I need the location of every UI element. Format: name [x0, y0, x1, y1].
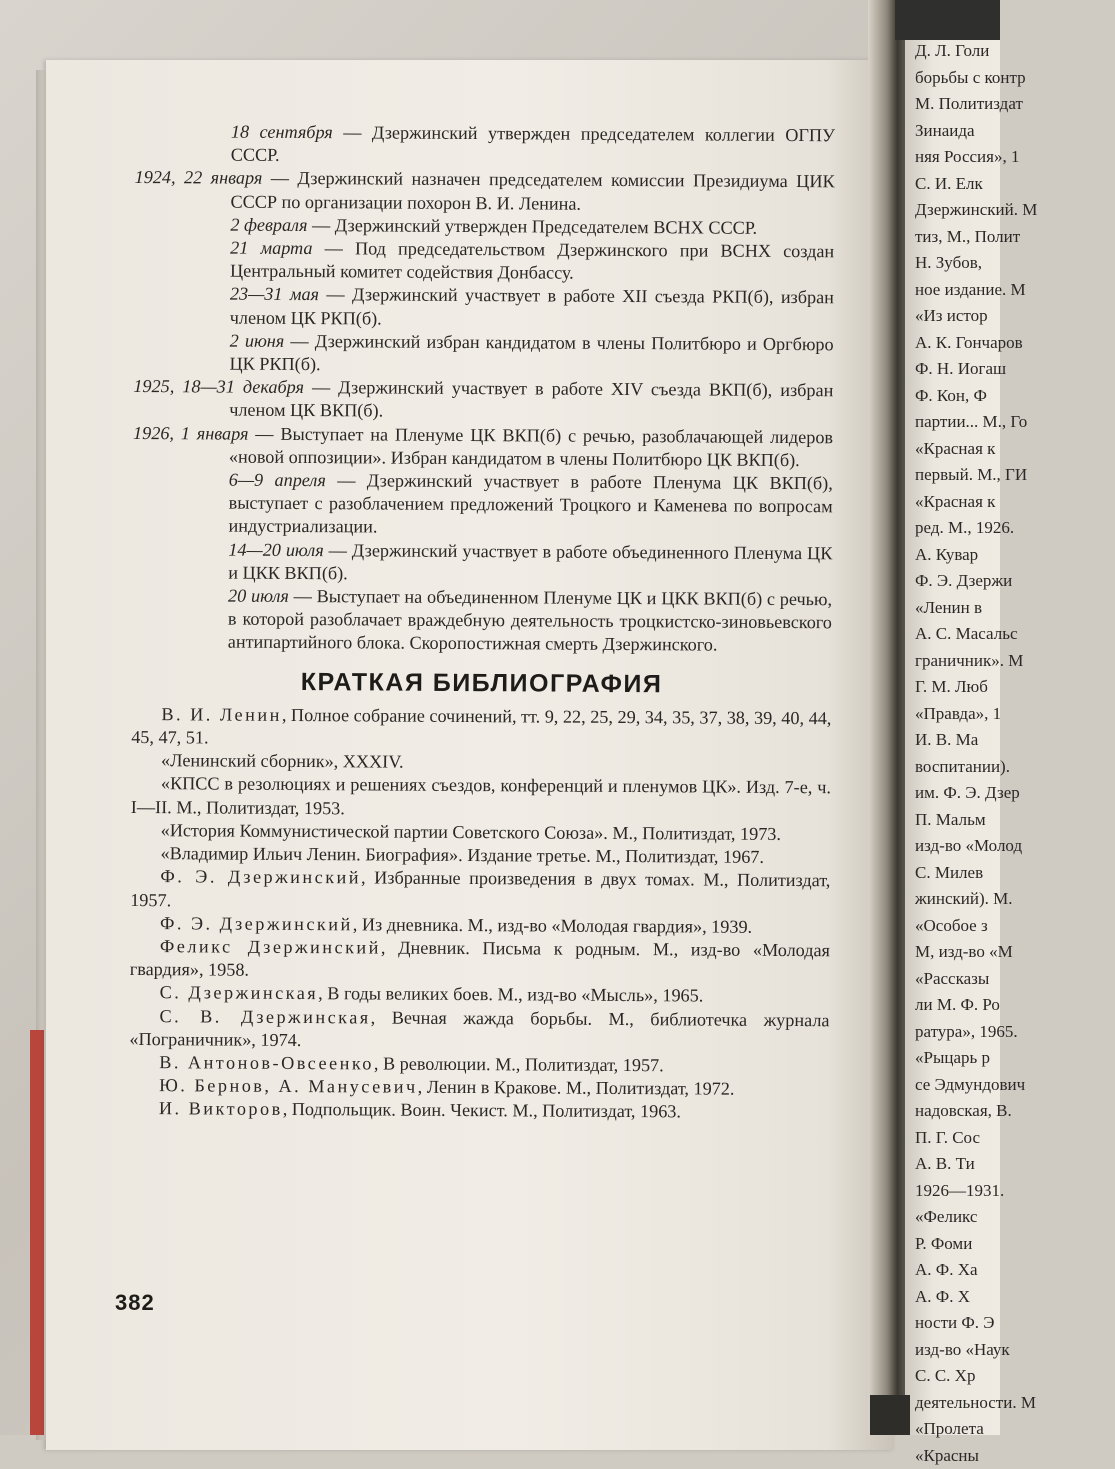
bibliography-text: , В годы великих боев. М., изд-во «Мысль», 1965. — [318, 983, 703, 1005]
bibliography-author: Ф. Э. Дзержинский — [160, 913, 353, 934]
chronology-entry — [133, 375, 833, 426]
bibliography-author: Ю. Бернов, А. Манусевич — [159, 1075, 418, 1097]
chronology-entry — [133, 422, 833, 473]
right-page — [905, 0, 1000, 1435]
book-gutter — [868, 0, 910, 1435]
chronology-text: — Дзержинский утвержден Председателем ВСНХ СССР. — [307, 215, 757, 238]
chronology-text: — Дзержинский участвует в работе XIV съезда ВКП(б), избран членом ЦК ВКП(б). — [229, 377, 833, 421]
chronology-entry — [133, 329, 833, 380]
right-page-line: «Красная к — [915, 489, 1115, 516]
right-page-line: Ф. Н. Иогаш — [915, 356, 1115, 383]
chronology-text: — Под председательством Дзержинского при ВСНХ создан Центральный комитет содействия Донбассу. — [230, 238, 834, 283]
chronology-date: 2 июня — [230, 330, 285, 350]
bibliography-text: «История Коммунистической партии Советского Союза». М., Политиздат, 1973. — [161, 820, 781, 844]
book-cover-red-edge — [30, 1030, 44, 1435]
right-page-line: «Феликс — [915, 1204, 1115, 1231]
right-page-line: се Эдмундович — [915, 1072, 1115, 1099]
bibliography-entry — [130, 935, 830, 986]
right-page-line: А. Ф. Х — [915, 1284, 1115, 1311]
chronology-date: 21 марта — [230, 238, 312, 259]
chronology-text: — Дзержинский участвует в работе XII съезда РКП(б), избран членом ЦК РКП(б). — [230, 285, 834, 329]
bibliography-author: Ф. Э. Дзержинский — [160, 866, 361, 887]
bibliography-text: «КПСС в резолюциях и решениях съездов, конференций и пленумов ЦК». Изд. 7-е, ч. I—II. М., Политиздат, 1953. — [131, 774, 831, 818]
right-page-line: «Пролета — [915, 1416, 1115, 1443]
right-page-line: ности Ф. Э — [915, 1310, 1115, 1337]
bibliography-author: Феликс Дзержинский — [160, 936, 381, 957]
right-page-line: С. И. Елк — [915, 171, 1115, 198]
right-page-line: ратура», 1965. — [915, 1019, 1115, 1046]
book-cover-corner — [895, 0, 1000, 40]
bibliography-entry — [131, 772, 831, 823]
bibliography-author: С. Дзержинская — [160, 982, 319, 1003]
chronology-entry — [132, 468, 832, 542]
chronology-text: — Выступает на объединенном Пленуме ЦК и ЦКК ВКП(б) с речью, в которой разоблачает враждебную деятельность троцкистско-зиновьевского антипартийного блока. Скоропостижная смерть Дзержинского. — [228, 586, 832, 655]
chronology-date: 6—9 апреля — [229, 470, 326, 491]
bibliography-entry — [129, 1004, 829, 1055]
bibliography-text: «Владимир Ильич Ленин. Биография». Издание третье. М., Политиздат, 1967. — [160, 843, 764, 867]
right-page-line: М. Политиздат — [915, 91, 1115, 118]
book-cover-bottom — [870, 1395, 910, 1435]
chronology-text: — Дзержинский участвует в работе Пленума ЦК ВКП(б), выступает с разоблачением предложений Троцкого и Каменева по вопросам индустриализации. — [228, 470, 832, 537]
main-text-column — [129, 120, 835, 1125]
bibliography-author: И. Викторов — [159, 1098, 283, 1119]
right-page-line: А. В. Ти — [915, 1151, 1115, 1178]
bibliography-author: В. И. Ленин — [161, 704, 282, 725]
right-page-line: А. К. Гончаров — [915, 330, 1115, 357]
right-page-line: И. В. Ма — [915, 727, 1115, 754]
chronology-text: — Выступает на Пленуме ЦК ВКП(б) с речью, разоблачающей лидеров «новой оппозиции». Избран кандидатом в члены Политбюро ЦК ВКП(б). — [229, 423, 833, 470]
right-page-line: няя Россия», 1 — [915, 144, 1115, 171]
right-page-line: Ф. Э. Дзержи — [915, 568, 1115, 595]
right-page-line: «Из истор — [915, 303, 1115, 330]
bibliography-text: , Вечная жажда борьбы. М., библиотечка журнала «Пограничник», 1974. — [129, 1007, 829, 1050]
right-page-line: партии... М., Го — [915, 409, 1115, 436]
bibliography-text: , Из дневника. М., изд-во «Молодая гвардия», 1939. — [353, 914, 752, 936]
chronology-date: 18 сентября — [231, 122, 333, 143]
chronology-text: — Дзержинский участвует в работе объединенного Пленума ЦК и ЦКК ВКП(б). — [228, 540, 832, 583]
bibliography-text: , Полное собрание сочинений, тт. 9, 22, 25, 29, 34, 35, 37, 38, 39, 40, 44, 45, 47, 51. — [131, 705, 831, 748]
chronology-section — [132, 120, 835, 658]
right-page-line: изд-во «Наук — [915, 1337, 1115, 1364]
bibliography-text: , Ленин в Кракове. М., Политиздат, 1972. — [418, 1077, 735, 1099]
right-page-line: Дзержинский. М — [915, 197, 1115, 224]
right-page-line: С. С. Хр — [915, 1363, 1115, 1390]
bibliography-heading: КРАТКАЯ БИБЛИОГРАФИЯ — [132, 670, 832, 697]
right-page-line: жинский). М. — [915, 886, 1115, 913]
chronology-date: 14—20 июля — [228, 539, 323, 560]
right-page-line: изд-во «Молод — [915, 833, 1115, 860]
chronology-text: — Дзержинский избран кандидатом в члены Политбюро и Оргбюро ЦК РКП(б). — [229, 331, 833, 374]
right-page-line: «Рыцарь р — [915, 1045, 1115, 1072]
right-page-line: первый. М., ГИ — [915, 462, 1115, 489]
right-page-text — [915, 38, 1115, 1469]
chronology-text: — Дзержинский утвержден председателем коллегии ОГПУ СССР. — [231, 122, 835, 165]
page-number: 382 — [115, 1290, 155, 1316]
right-page-line: Н. Зубов, — [915, 250, 1115, 277]
chronology-date: 1925, 18—31 декабря — [133, 376, 304, 397]
bibliography-list — [129, 703, 832, 1125]
right-page-line: воспитании). — [915, 754, 1115, 781]
right-page-line: А. Ф. Ха — [915, 1257, 1115, 1284]
chronology-entry — [132, 584, 832, 658]
right-page-line: «Ленин в — [915, 595, 1115, 622]
right-page-line: П. Мальм — [915, 807, 1115, 834]
bibliography-entry — [129, 1097, 829, 1124]
chronology-text: — Дзержинский назначен председателем комиссии Президиума ЦИК СССР по организации похорон В. И. Ленина. — [230, 168, 834, 213]
bibliography-author: С. В. Дзержинская — [159, 1006, 370, 1027]
right-page-line: А. С. Масальс — [915, 621, 1115, 648]
right-page-line: ред. М., 1926. — [915, 515, 1115, 542]
chronology-date: 23—31 мая — [230, 284, 319, 305]
chronology-date: 1926, 1 января — [133, 423, 249, 444]
right-page-line: М, изд-во «М — [915, 939, 1115, 966]
right-page-line: «Рассказы — [915, 966, 1115, 993]
chronology-entry — [132, 538, 832, 589]
right-page-line: «Красная к — [915, 436, 1115, 463]
right-page-line: П. Г. Сос — [915, 1125, 1115, 1152]
chronology-entry — [134, 166, 834, 217]
right-page-line: надовская, В. — [915, 1098, 1115, 1125]
bibliography-text: , В революции. М., Политиздат, 1957. — [374, 1053, 664, 1075]
bibliography-text: , Избранные произведения в двух томах. М., Политиздат, 1957. — [130, 868, 830, 910]
right-page-line: тиз, М., Полит — [915, 224, 1115, 251]
bibliography-entry — [131, 703, 831, 754]
right-page-line: «Красны — [915, 1443, 1115, 1469]
bibliography-text: , Дневник. Письма к родным. М., изд-во «Молодая гвардия», 1958. — [130, 937, 830, 979]
right-page-line: А. Кувар — [915, 542, 1115, 569]
right-page-line: Р. Фоми — [915, 1231, 1115, 1258]
right-page-line: граничник». М — [915, 648, 1115, 675]
bibliography-text: , Подпольщик. Воин. Чекист. М., Политиздат, 1963. — [283, 1099, 681, 1121]
chronology-date: 1924, 22 января — [135, 167, 263, 188]
right-page-line: «Особое з — [915, 913, 1115, 940]
right-page-line: 1926—1931. — [915, 1178, 1115, 1205]
bibliography-text: «Ленинский сборник», XXXIV. — [161, 750, 404, 771]
right-page-line: ли М. Ф. Ро — [915, 992, 1115, 1019]
right-page-line: Ф. Кон, Ф — [915, 383, 1115, 410]
chronology-date: 20 июля — [228, 586, 289, 606]
right-page-line: борьбы с контр — [915, 65, 1115, 92]
chronology-date: 2 февраля — [230, 214, 307, 234]
chronology-entry — [134, 236, 834, 287]
right-page-line: им. Ф. Э. Дзер — [915, 780, 1115, 807]
bibliography-author: В. Антонов-Овсеенко — [159, 1052, 374, 1073]
right-page-line: «Правда», 1 — [915, 701, 1115, 728]
chronology-entry — [135, 120, 835, 171]
right-page-line: Д. Л. Голи — [915, 38, 1115, 65]
chronology-entry — [134, 282, 834, 333]
right-page-line: Г. М. Люб — [915, 674, 1115, 701]
right-page-line: деятельности. М — [915, 1390, 1115, 1417]
right-page-line: Зинаида — [915, 118, 1115, 145]
right-page-line: С. Милев — [915, 860, 1115, 887]
bibliography-entry — [130, 865, 830, 916]
right-page-line: ное издание. М — [915, 277, 1115, 304]
